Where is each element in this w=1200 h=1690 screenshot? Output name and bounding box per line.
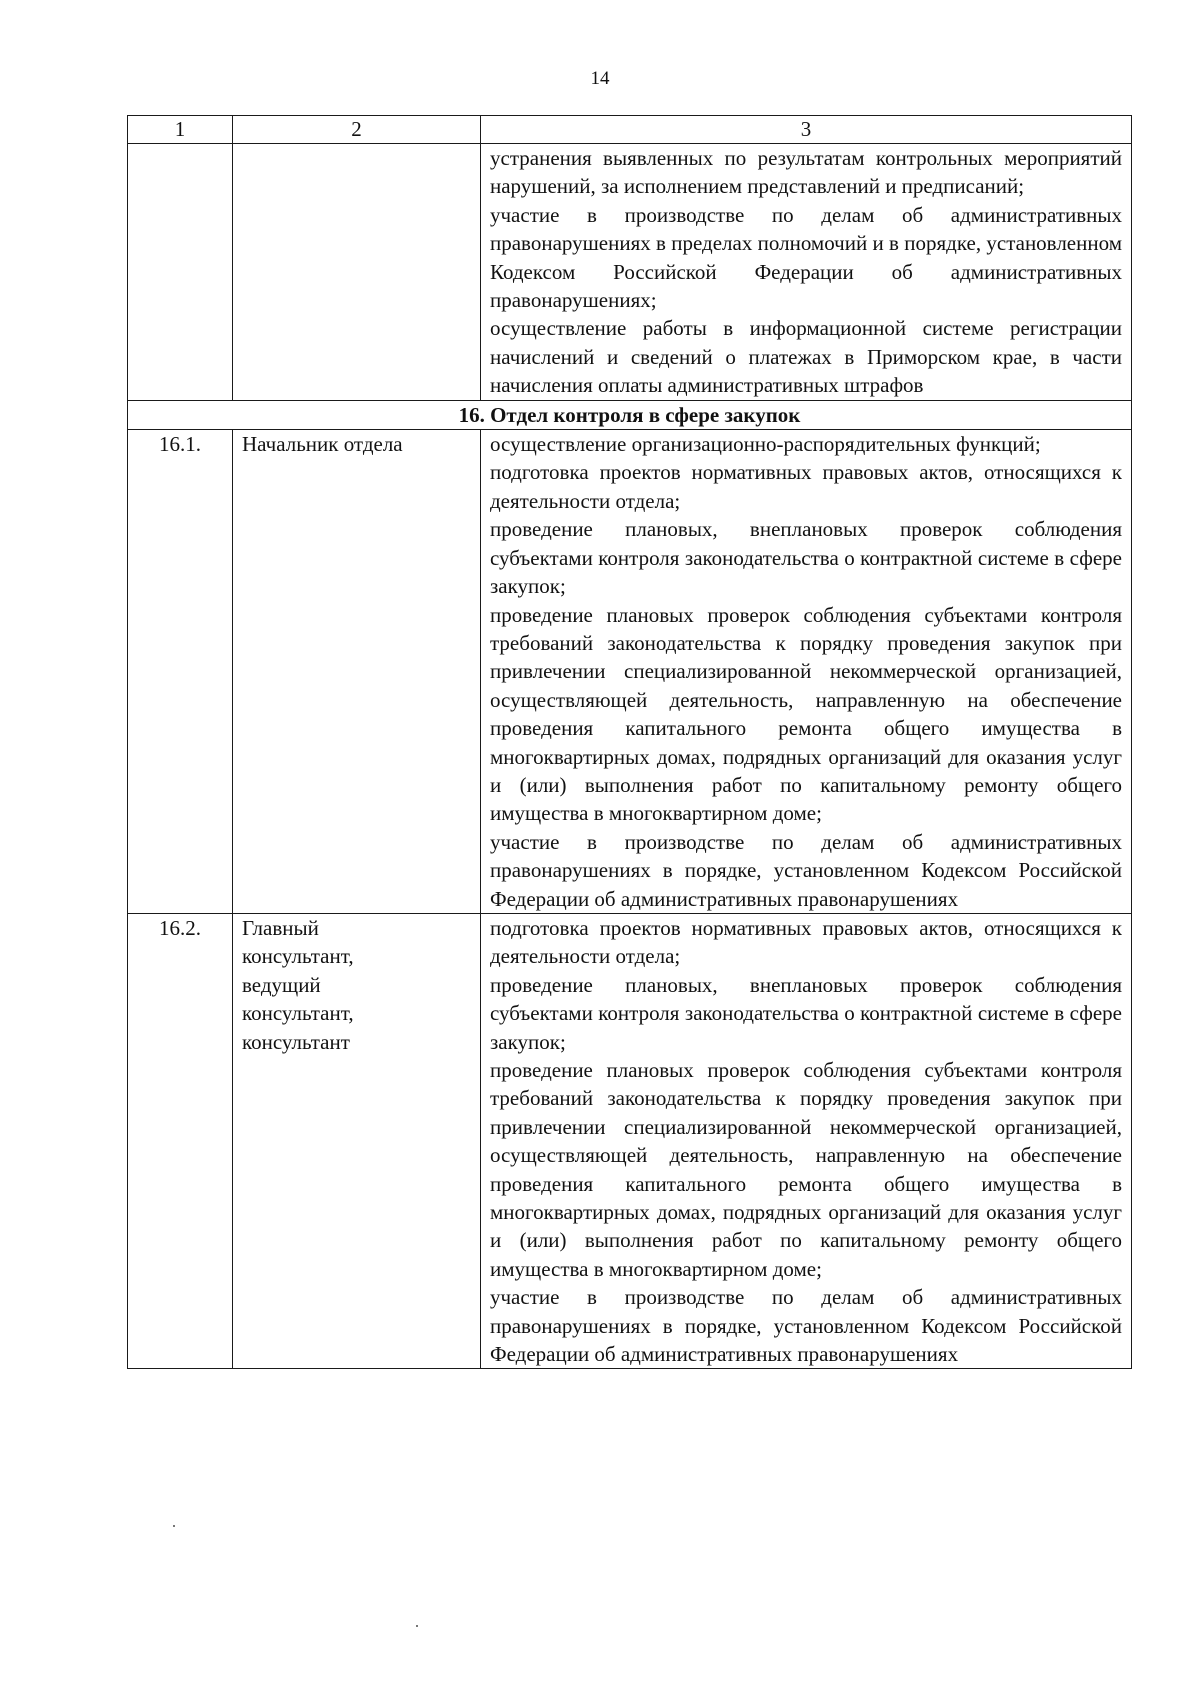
page-number: 14 <box>590 68 610 89</box>
duty-paragraph: проведение плановых, внеплановых проверок соблюдения субъектами контроля законодательства о контрактной системе в сфере закупок; <box>490 517 1122 599</box>
row-number: 16.1. <box>128 430 233 914</box>
duty-paragraph: устранения выявленных по результатам контрольных мероприятий нарушений, за исполнением представлений и предписаний; <box>490 146 1122 199</box>
continuation-position-cell <box>233 144 481 401</box>
position-line: Главный <box>242 915 319 940</box>
position-line: консультант <box>242 1029 350 1054</box>
section-row <box>128 400 1132 429</box>
duty-paragraph: проведение плановых проверок соблюдения субъектами контроля требований законодательства к порядку проведения закупок при привлечении специализированной некоммерческой организацией, осуществляющей деятельность, направленную на обеспечение проведения капитального ремонта общего имущества в многоквартирных домах, подрядных организаций для оказания услуг и (или) выполнения работ по капитальному ремонту общего имущества в многоквартирном доме; <box>490 602 1122 826</box>
continuation-duties-cell <box>481 144 1132 401</box>
table-row <box>128 913 1132 1369</box>
duties-table <box>127 115 1132 1369</box>
position-line: консультант, <box>242 1001 354 1026</box>
scan-speck <box>416 1625 418 1627</box>
table-row <box>128 430 1132 914</box>
row-number: 16.2. <box>128 913 233 1369</box>
duty-paragraph: участие в производстве по делам об административных правонарушениях в порядке, установленном Кодексом Российской Федерации об административных правонарушениях <box>490 1285 1122 1367</box>
duty-paragraph: участие в производстве по делам об административных правонарушениях в порядке, установленном Кодексом Российской Федерации об административных правонарушениях <box>490 829 1122 911</box>
position-line: ведущий <box>242 972 321 997</box>
duties-cell <box>481 430 1132 914</box>
position-cell <box>233 913 481 1369</box>
duty-paragraph: проведение плановых, внеплановых проверок соблюдения субъектами контроля законодательства о контрактной системе в сфере закупок; <box>490 972 1122 1054</box>
scan-speck <box>173 1525 175 1527</box>
duty-paragraph: подготовка проектов нормативных правовых актов, относящихся к деятельности отдела; <box>490 915 1122 969</box>
duty-paragraph: проведение плановых проверок соблюдения субъектами контроля требований законодательства к порядку проведения закупок при привлечении специализированной некоммерческой организацией, осуществляющей деятельность, направленную на обеспечение проведения капитального ремонта общего имущества в многоквартирных домах, подрядных организаций для оказания услуг и (или) выполнения работ по капитальному ремонту общего имущества в многоквартирном доме; <box>490 1058 1122 1281</box>
section-title: 16. Отдел контроля в сфере закупок <box>128 400 1132 429</box>
position-cell <box>233 430 481 914</box>
duty-paragraph: подготовка проектов нормативных правовых актов, относящихся к деятельности отдела; <box>490 460 1122 513</box>
header-col-3: 3 <box>481 116 1132 144</box>
header-col-1: 1 <box>128 116 233 144</box>
table-header-row <box>128 116 1132 144</box>
position-line: Начальник отдела <box>242 432 403 457</box>
duty-paragraph: осуществление организационно-распорядительных функций; <box>490 432 1041 457</box>
header-col-2: 2 <box>233 116 481 144</box>
duties-cell <box>481 913 1132 1369</box>
position-line: консультант, <box>242 944 354 969</box>
continuation-num-cell <box>128 144 233 401</box>
duty-paragraph: участие в производстве по делам об административных правонарушениях в пределах полномочий и в порядке, установленном Кодексом Российской Федерации об административных правонарушениях; <box>490 202 1122 313</box>
continuation-row <box>128 144 1132 401</box>
duty-paragraph: осуществление работы в информационной системе регистрации начислений и сведений о платежах в Приморском крае, в части начисления оплаты административных штрафов <box>490 316 1122 398</box>
